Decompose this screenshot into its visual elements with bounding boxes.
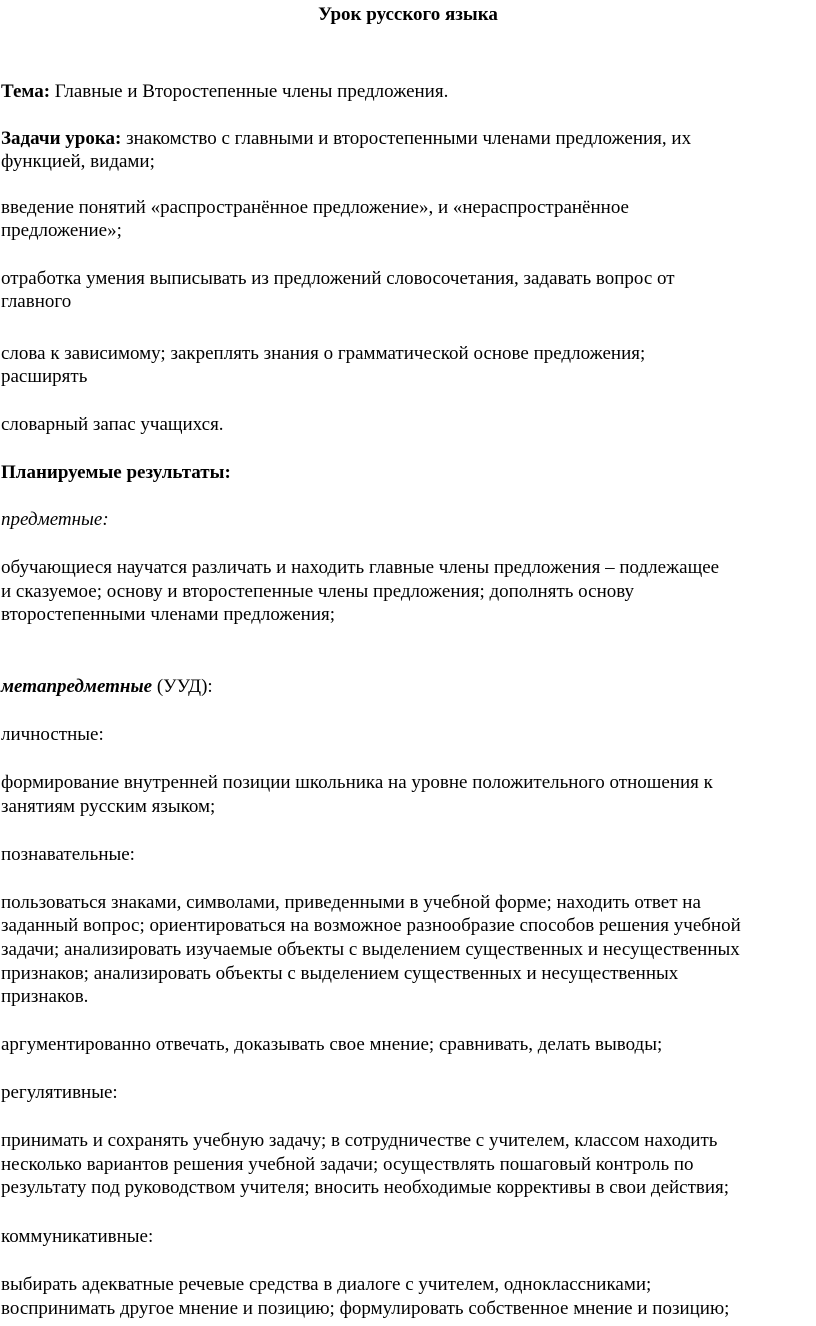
- cognitive-label: познавательные:: [1, 844, 135, 865]
- tasks-line-2: функцией, видами;: [1, 151, 155, 172]
- tasks-p4-line-2: расширять: [1, 366, 88, 387]
- tasks-p2-line-2: предложение»;: [1, 220, 122, 241]
- tasks-label: Задачи урока:: [1, 128, 122, 149]
- personal-label: личностные:: [1, 724, 104, 745]
- subject-line-1: обучающиеся научатся различать и находить главные члены предложения – подлежащее: [1, 557, 720, 578]
- page-title: Урок русского языка: [318, 4, 498, 25]
- personal-line-1: формирование внутренней позиции школьника на уровне положительного отношения к: [1, 772, 713, 793]
- meta-suffix: (УУД):: [152, 676, 213, 697]
- cognitive-line-3: задачи; анализировать изучаемые объекты с выделением существенных и несущественных: [1, 939, 740, 960]
- regulatory-line-2: несколько вариантов решения учебной задачи; осуществлять пошаговый контроль по: [1, 1154, 694, 1175]
- cognitive-p2: аргументированно отвечать, доказывать свое мнение; сравнивать, делать выводы;: [1, 1034, 663, 1055]
- meta-label: метапредметные: [1, 676, 153, 697]
- regulatory-line-3: результату под руководством учителя; вносить необходимые коррективы в свои действия;: [1, 1177, 730, 1198]
- subject-label: предметные:: [1, 509, 109, 530]
- personal-line-2: занятиям русским языком;: [1, 796, 216, 817]
- meta-paragraph: [1, 675, 816, 699]
- cognitive-line-5: признаков.: [1, 986, 89, 1007]
- communicative-label: коммуникативные:: [1, 1226, 154, 1247]
- tasks-p3-line-2: главного: [1, 291, 72, 312]
- results-heading: Планируемые результаты:: [1, 462, 231, 483]
- cognitive-line-2: заданный вопрос; ориентироваться на возможное разнообразие способов решения учебной: [1, 915, 741, 936]
- regulatory-label: регулятивные:: [1, 1082, 118, 1103]
- communicative-line-1: выбирать адекватные речевые средства в диалоге с учителем, одноклассниками;: [1, 1274, 652, 1295]
- cognitive-line-4: признаков; анализировать объекты с выделением существенных и несущественных: [1, 963, 679, 984]
- communicative-line-2: воспринимать другое мнение и позицию; формулировать собственное мнение и позицию;: [1, 1298, 730, 1319]
- cognitive-line-1: пользоваться знаками, символами, приведенными в учебной форме; находить ответ на: [1, 892, 701, 913]
- topic-text: Главные и Второстепенные члены предложения.: [50, 81, 449, 102]
- tasks-line-1: [1, 127, 816, 151]
- subject-line-2: и сказуемое; основу и второстепенные члены предложения; дополнять основу: [1, 581, 635, 602]
- regulatory-line-1: принимать и сохранять учебную задачу; в сотрудничестве с учителем, классом находить: [1, 1130, 718, 1151]
- subject-line-3: второстепенными членами предложения;: [1, 604, 336, 625]
- topic-paragraph: [1, 80, 816, 104]
- tasks-p3-line-1: отработка умения выписывать из предложений словосочетания, задавать вопрос от: [1, 268, 675, 289]
- tasks-p2-line-1: введение понятий «распространённое предложение», и «нераспространённое: [1, 197, 629, 218]
- tasks-p5-line-1: словарный запас учащихся.: [1, 414, 224, 435]
- tasks-p4-line-1: слова к зависимому; закреплять знания о грамматической основе предложения;: [1, 343, 646, 364]
- topic-label: Тема:: [1, 81, 51, 102]
- tasks-text: знакомство с главными и второстепенными членами предложения, их: [121, 128, 692, 149]
